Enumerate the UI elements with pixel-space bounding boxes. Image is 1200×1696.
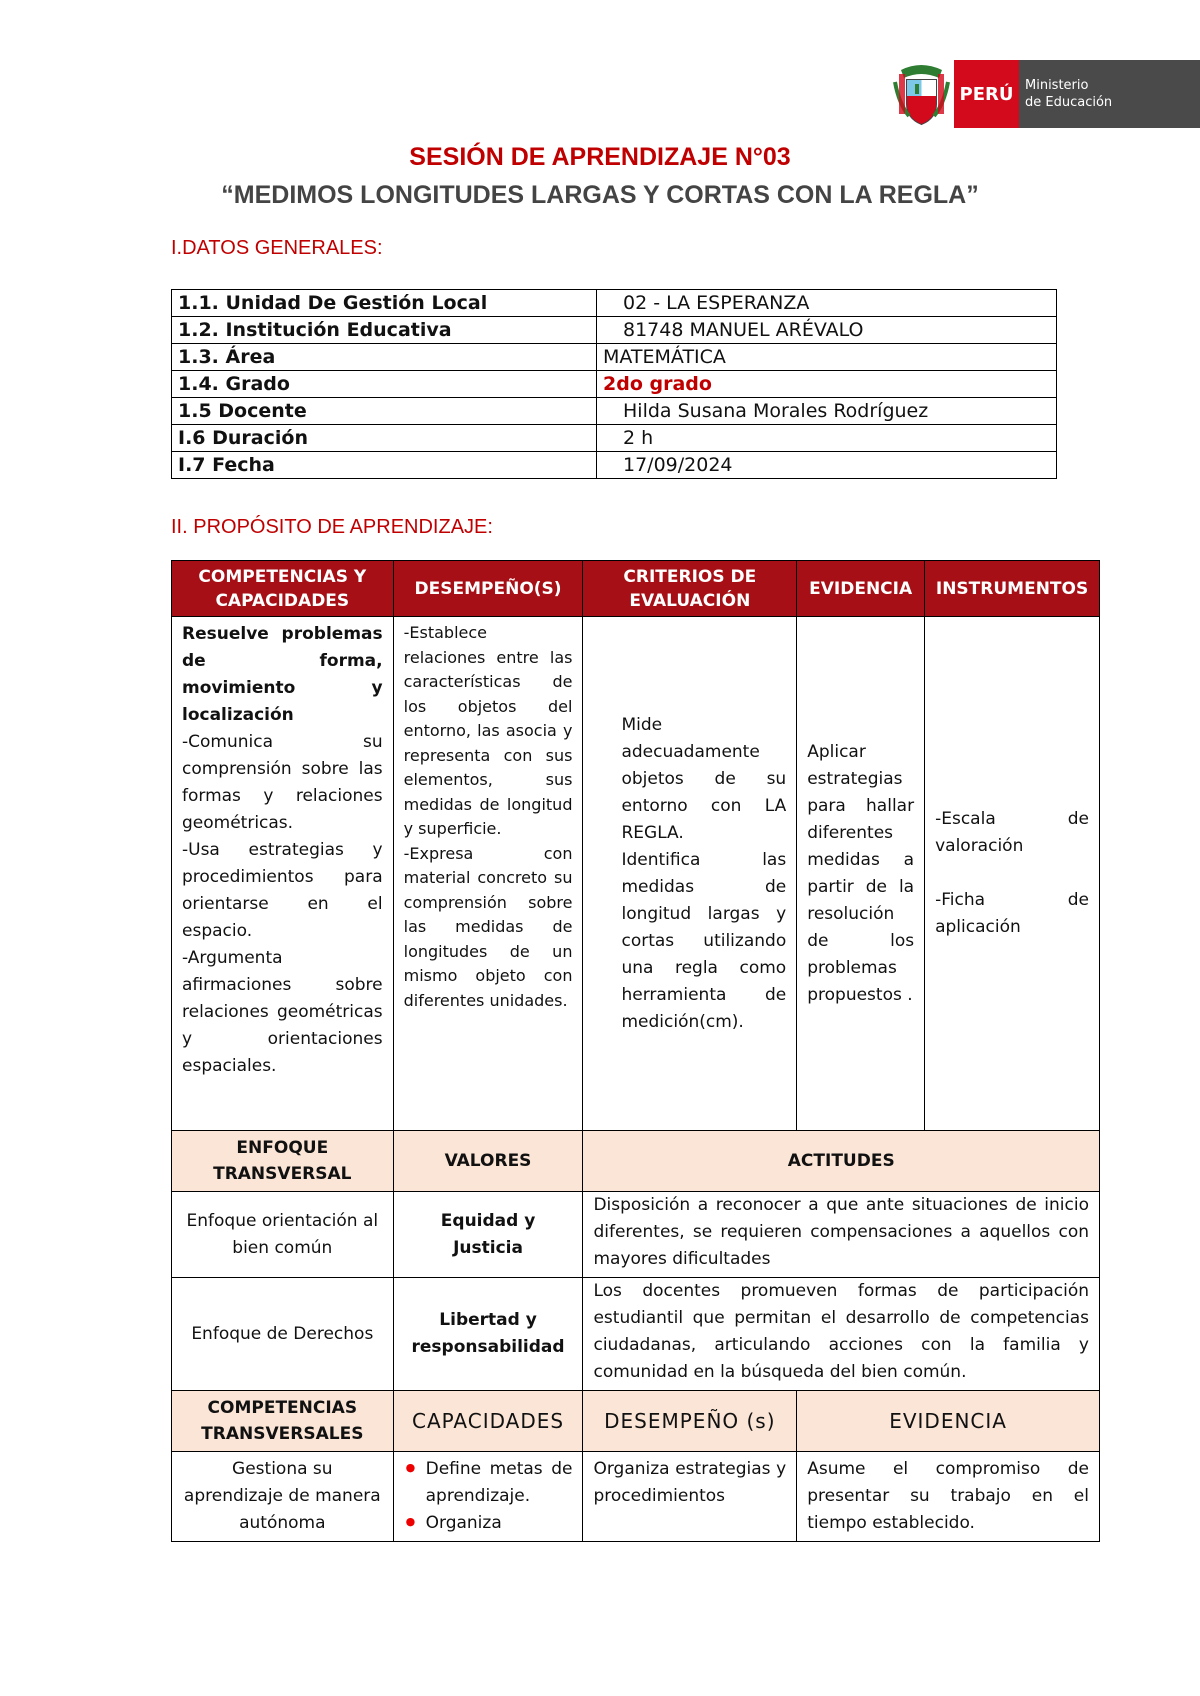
general-label: 1.5 Docente (172, 398, 597, 425)
table-header-row (172, 561, 1100, 617)
general-label: 1.1. Unidad De Gestión Local (172, 290, 597, 317)
criterion-item: Mide adecuadamente objetos de su entorno con LA REGLA. (621, 714, 787, 843)
attitude-cell: Disposición a reconocer a que ante situaciones de inicio diferentes, se requieren compensaciones a aquellos con mayores dificultades (583, 1192, 1100, 1278)
table-row (172, 452, 1057, 479)
column-header: INSTRUMENTOS (925, 561, 1100, 617)
competence-title: Resuelve problemas de forma, movimiento y localización (182, 624, 383, 725)
instrument-item: -Ficha de aplicación (935, 890, 1089, 937)
performance-item: -Establece relaciones entre las características de los objetos del entorno, las asocia y representa con sus elementos, sus medidas de longitud y superficie. (403, 623, 573, 838)
table-row (172, 344, 1057, 371)
column-header: ENFOQUE TRANSVERSAL (172, 1131, 394, 1192)
transversal-capacities-cell (393, 1452, 583, 1542)
table-row (172, 1192, 1100, 1278)
transversal-performance-cell: Organiza estrategias y procedimientos (583, 1452, 797, 1542)
approach-cell: Enfoque de Derechos (172, 1278, 394, 1391)
table-header-row (172, 1131, 1100, 1192)
evidence-cell: Aplicar estrategias para hallar diferentes medidas a partir de la resolución de los problemas propuestos . (797, 617, 925, 1131)
capacity-item: ● Organiza (426, 1510, 573, 1537)
section-general-data-heading: I.DATOS GENERALES: (171, 237, 383, 259)
general-data-table (171, 289, 1057, 479)
table-row (172, 1278, 1100, 1391)
column-header: EVIDENCIA (797, 1391, 1100, 1452)
ministry-line-2: de Educación (1025, 95, 1113, 110)
general-value: Hilda Susana Morales Rodríguez (597, 398, 1057, 425)
general-label: I.7 Fecha (172, 452, 597, 479)
ministry-label (1019, 60, 1200, 128)
general-value: 17/09/2024 (597, 452, 1057, 479)
general-value: 81748 MANUEL ARÉVALO (597, 317, 1057, 344)
criterion-item: Identifica las medidas de longitud largas y cortas utilizando una regla como herramienta de medición(cm). (621, 849, 787, 1032)
table-row (172, 317, 1057, 344)
competences-cell (172, 617, 394, 1131)
table-row (172, 425, 1057, 452)
table-row (172, 371, 1057, 398)
table-row (172, 1452, 1100, 1542)
table-row (172, 290, 1057, 317)
performance-item: -Expresa con material concreto su comprensión sobre las medidas de longitudes de un mismo objeto con diferentes unidades. (403, 843, 573, 1010)
transversal-evidence-cell: Asume el compromiso de presentar su trabajo en el tiempo establecido. (797, 1452, 1100, 1542)
column-header: EVIDENCIA (797, 561, 925, 617)
peru-coat-of-arms-icon (893, 60, 950, 128)
capacity-item: -Usa estrategias y procedimientos para orientarse en el espacio. (182, 840, 383, 941)
transversal-competence-cell: Gestiona su aprendizaje de manera autónoma (172, 1452, 394, 1542)
ministry-line-1: Ministerio (1025, 78, 1089, 93)
value-cell: Libertad y responsabilidad (393, 1278, 583, 1391)
value-cell: Equidad y Justicia (393, 1192, 583, 1278)
column-header: DESEMPEÑO(S) (393, 561, 583, 617)
general-value: 2do grado (597, 371, 1057, 398)
column-header: CRITERIOS DE EVALUACIÓN (583, 561, 797, 617)
criteria-cell (583, 617, 797, 1131)
purpose-table (171, 560, 1100, 1542)
performances-cell (393, 617, 583, 1131)
table-row (172, 617, 1100, 1131)
capacity-item: -Argumenta afirmaciones sobre relaciones geométricas y orientaciones espaciales. (182, 948, 383, 1076)
table-row (172, 398, 1057, 425)
general-value: 02 - LA ESPERANZA (597, 290, 1057, 317)
capacity-item: -Comunica su comprensión sobre las formas y relaciones geométricas. (182, 732, 383, 833)
attitude-cell: Los docentes promueven formas de participación estudiantil que permitan el desarrollo de competencias ciudadanas, articulando acciones con la familia y comunidad en la búsqueda del bien común. (583, 1278, 1100, 1391)
section-purpose-heading: II. PROPÓSITO DE APRENDIZAJE: (171, 516, 493, 538)
general-label: I.6 Duración (172, 425, 597, 452)
general-value: 2 h (597, 425, 1057, 452)
minedu-logo (893, 60, 1200, 128)
column-header: COMPETENCIAS TRANSVERSALES (172, 1391, 394, 1452)
session-title: SESIÓN DE APRENDIZAJE N°03 (409, 143, 791, 171)
column-header: VALORES (393, 1131, 583, 1192)
session-subtitle: “MEDIMOS LONGITUDES LARGAS Y CORTAS CON LA REGLA” (221, 181, 979, 209)
general-value: MATEMÁTICA (597, 344, 1057, 371)
approach-cell: Enfoque orientación al bien común (172, 1192, 394, 1278)
capacity-item: ● Define metas de aprendizaje. (426, 1456, 573, 1510)
column-header: ACTITUDES (583, 1131, 1100, 1192)
column-header: DESEMPEÑO (s) (583, 1391, 797, 1452)
peru-label: PERÚ (954, 60, 1019, 128)
column-header: CAPACIDADES (393, 1391, 583, 1452)
general-label: 1.2. Institución Educativa (172, 317, 597, 344)
table-header-row (172, 1391, 1100, 1452)
general-label: 1.4. Grado (172, 371, 597, 398)
general-label: 1.3. Área (172, 344, 597, 371)
instruments-cell (925, 617, 1100, 1131)
instrument-item: -Escala de valoración (935, 809, 1089, 856)
column-header: COMPETENCIAS Y CAPACIDADES (172, 561, 394, 617)
